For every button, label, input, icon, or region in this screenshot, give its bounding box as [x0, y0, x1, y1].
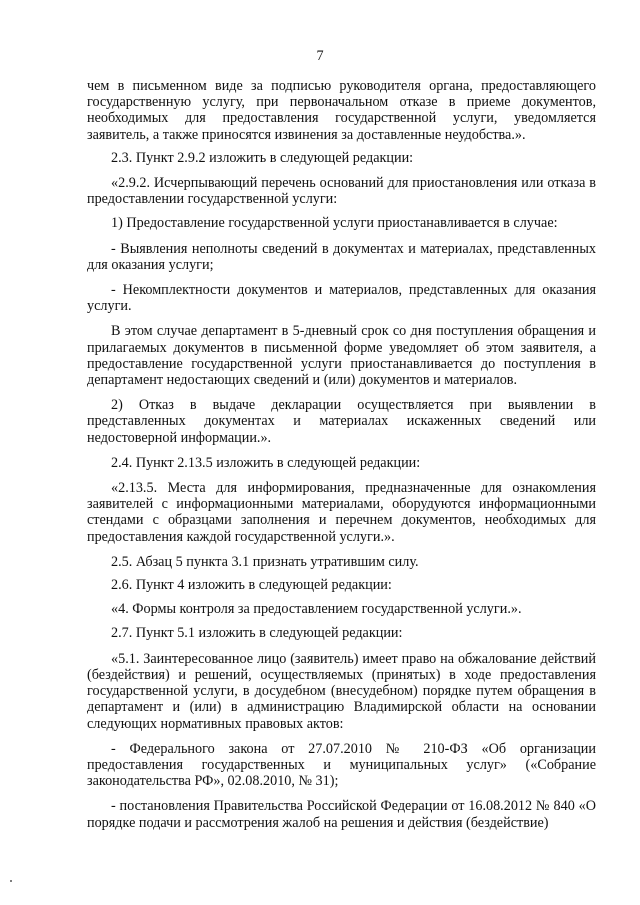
paragraph: - Некомплектности документов и материалов, представленных для оказания услуги. [87, 282, 596, 315]
paragraph: чем в письменном виде за подписью руководителя органа, предоставляющего государственную услугу, при первоначальном отказе в приеме документов, необходимых для предоставления государственной услуги, уведомляется заявитель, а также приносятся извинения за доставленные неудобства.». [87, 78, 596, 143]
paragraph: - постановления Правительства Российской Федерации от 16.08.2012 № 840 «О порядке подачи и рассмотрения жалоб на решения и действия (бездействие) [87, 798, 596, 831]
paragraph: 1) Предоставление государственной услуги приостанавливается в случае: [111, 215, 558, 232]
paragraph: 2.6. Пункт 4 изложить в следующей редакции: [111, 577, 392, 594]
paragraph: 2) Отказ в выдаче декларации осуществляется при выявлении в представленных документах и материалах искаженных сведений или недостоверной информации.». [87, 397, 596, 446]
page-number: 7 [316, 48, 324, 64]
paragraph: «4. Формы контроля за предоставлением государственной услуги.». [111, 601, 522, 618]
scan-speck [10, 880, 12, 882]
paragraph: 2.4. Пункт 2.13.5 изложить в следующей редакции: [111, 454, 421, 471]
paragraph: - Федерального закона от 27.07.2010 № 210-ФЗ «Об организации предоставления государственных и муниципальных услуг» («Собрание законодательства РФ», 02.08.2010, № 31); [87, 740, 596, 790]
paragraph: «2.9.2. Исчерпывающий перечень оснований для приостановления или отказа в предоставлении государственной услуги: [87, 175, 596, 208]
paragraph: «2.13.5. Места для информирования, предназначенные для ознакомления заявителей с информационными материалами, оборудуются информационными стендами с образцами заполнения и перечнем документов, необходимых для предоставления каждой государственной услуги.». [87, 480, 596, 545]
paragraph: В этом случае департамент в 5-дневный срок со дня поступления обращения и прилагаемых документов в письменной форме уведомляет об этом заявителя, а предоставление государственной услуги приостанавливается до поступления в департамент недостающих сведений и (или) документов и материалов. [87, 323, 596, 389]
paragraph: - Выявления неполноты сведений в документах и материалах, представленных для оказания услуги; [87, 240, 596, 273]
paragraph: 2.5. Абзац 5 пункта 3.1 признать утратившим силу. [111, 553, 419, 570]
paragraph: «5.1. Заинтересованное лицо (заявитель) имеет право на обжалование действий (бездействия) и решений, осуществляемых (принятых) в ходе предоставления государственной услуги, в досудебном (внесудебном) порядке путем обращения в департамент и (или) в администрацию Владимирской области на основании следующих нормативных правовых актов: [87, 650, 596, 732]
paragraph: 2.3. Пункт 2.9.2 изложить в следующей редакции: [111, 149, 414, 166]
paragraph: 2.7. Пункт 5.1 изложить в следующей редакции: [111, 625, 403, 642]
document-body [87, 78, 596, 831]
